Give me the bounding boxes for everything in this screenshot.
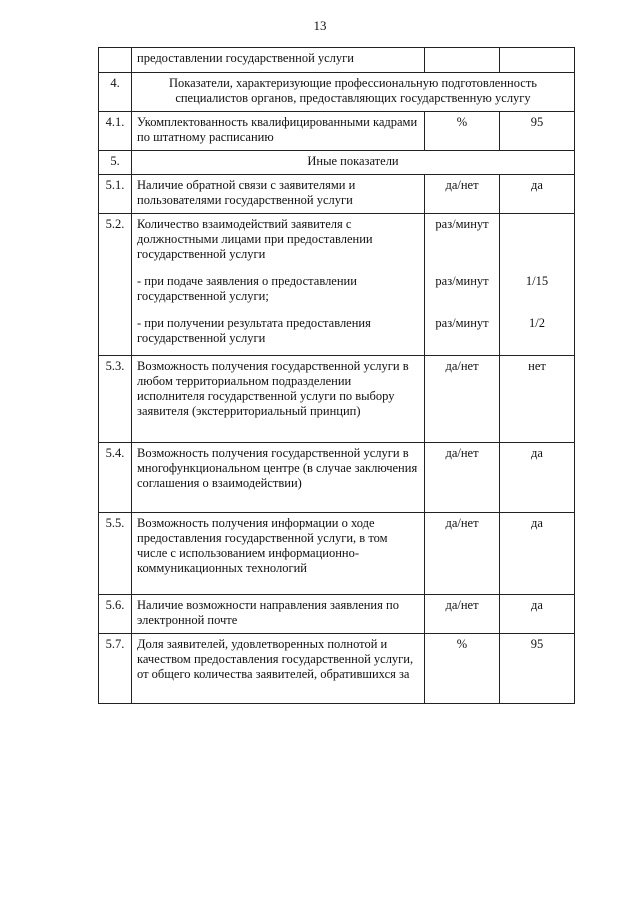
- row-value: 95: [500, 112, 575, 151]
- row-number: 5.1.: [99, 175, 132, 214]
- table-row: [99, 214, 575, 356]
- row-description: Укомплектованность квалифицированными кадрами по штатному расписанию: [132, 112, 425, 151]
- table-row: [99, 595, 575, 634]
- table-row: [99, 513, 575, 595]
- sub-item-unit: раз/минут: [435, 274, 489, 288]
- row-unit-main: раз/минут: [435, 217, 489, 231]
- row-number: 5.: [99, 151, 132, 175]
- indicators-table: [98, 47, 575, 704]
- row-unit: [425, 214, 500, 356]
- table-row: [99, 443, 575, 513]
- table-row: [99, 175, 575, 214]
- sub-item-value: 1/15: [525, 274, 549, 288]
- table-row: [99, 634, 575, 704]
- sub-item-unit: раз/минут: [435, 316, 489, 330]
- page-number: 13: [313, 18, 327, 33]
- sub-item-description: - при получении результата предоставления государственной услуги: [137, 316, 371, 345]
- row-number: 5.7.: [99, 634, 132, 704]
- section-row: [99, 151, 575, 175]
- row-unit: [425, 48, 500, 73]
- table-row: [99, 112, 575, 151]
- row-number: 5.3.: [99, 356, 132, 443]
- row-unit: %: [425, 112, 500, 151]
- section-title: Показатели, характеризующие профессиональную подготовленность специалистов органов, предоставляющих государственную услугу: [132, 73, 575, 112]
- row-value: да: [500, 513, 575, 595]
- row-value: нет: [500, 356, 575, 443]
- table-row: [99, 48, 575, 73]
- row-number: 5.2.: [99, 214, 132, 356]
- row-description: Возможность получения государственной услуги в любом территориальном подразделении исполнителя государственной услуги по выбору заявителя (экстерриториальный принцип): [132, 356, 425, 443]
- row-number: 5.6.: [99, 595, 132, 634]
- sub-item-description: - при подаче заявления о предоставлении государственной услуги;: [137, 274, 357, 303]
- row-description: Доля заявителей, удовлетворенных полнотой и качеством предоставления государственной услуги, от общего количества заявителей, обратившихся за: [132, 634, 425, 704]
- row-value: да: [500, 595, 575, 634]
- row-value: да: [500, 443, 575, 513]
- row-description: предоставлении государственной услуги: [132, 48, 425, 73]
- row-unit: да/нет: [425, 356, 500, 443]
- row-number: 4.: [99, 73, 132, 112]
- row-unit: да/нет: [425, 595, 500, 634]
- row-description: Наличие возможности направления заявления по электронной почте: [132, 595, 425, 634]
- row-value: [500, 48, 575, 73]
- row-unit: %: [425, 634, 500, 704]
- section-row: [99, 73, 575, 112]
- row-number: 4.1.: [99, 112, 132, 151]
- row-value: [500, 214, 575, 356]
- row-description: Возможность получения государственной услуги в многофункциональном центре (в случае заключения соглашения о взаимодействии): [132, 443, 425, 513]
- row-number: 5.5.: [99, 513, 132, 595]
- row-unit: да/нет: [425, 513, 500, 595]
- sub-item-value: 1/2: [529, 316, 545, 330]
- row-number: 5.4.: [99, 443, 132, 513]
- row-value: да: [500, 175, 575, 214]
- row-unit: да/нет: [425, 443, 500, 513]
- table-row: [99, 356, 575, 443]
- row-description: Наличие обратной связи с заявителями и пользователями государственной услуги: [132, 175, 425, 214]
- row-description-main: Количество взаимодействий заявителя с должностными лицами при предоставлении государственной услуги: [137, 217, 373, 261]
- section-title: Иные показатели: [132, 151, 575, 175]
- row-value: 95: [500, 634, 575, 704]
- row-unit: да/нет: [425, 175, 500, 214]
- row-description: Возможность получения информации о ходе предоставления государственной услуги, в том числе с использованием информационно-коммуникационных технологий: [132, 513, 425, 595]
- row-number: [99, 48, 132, 73]
- row-description: [132, 214, 425, 356]
